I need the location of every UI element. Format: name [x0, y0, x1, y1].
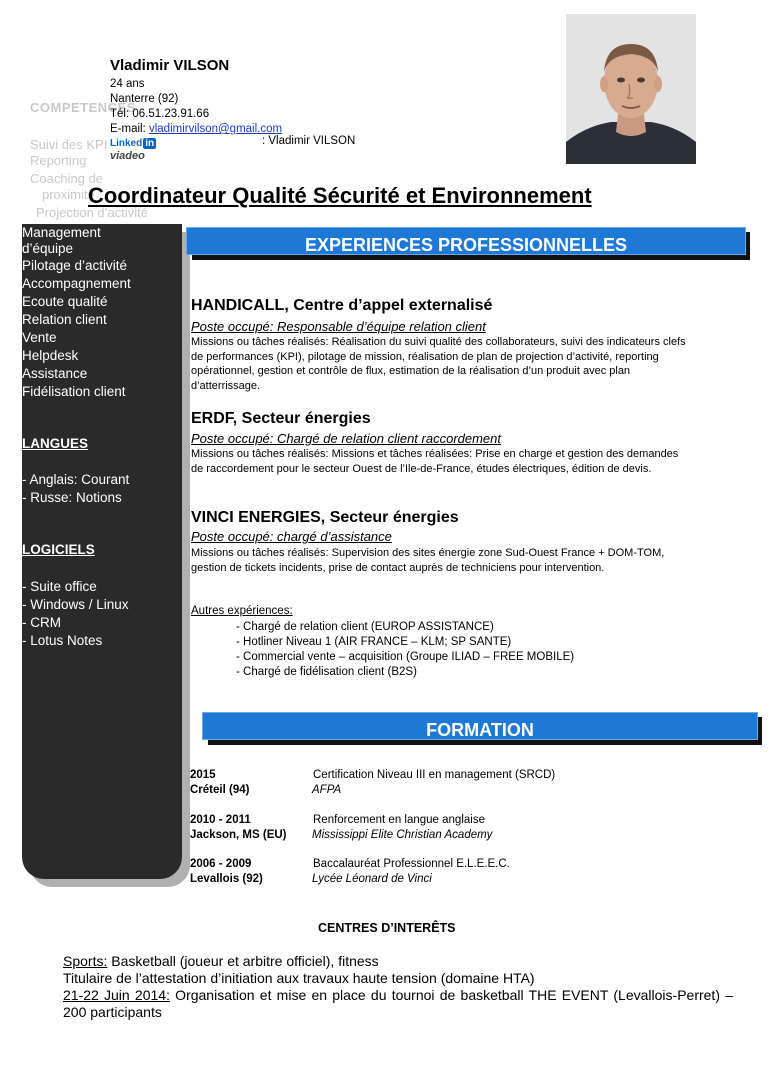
langue-item: - Russe: Notions — [22, 490, 122, 505]
job-position: Poste occupé: chargé d’assistance — [191, 529, 392, 544]
ghost-projection: Projection d’activité — [36, 205, 148, 220]
logiciels-heading: LOGICIELS — [22, 542, 95, 557]
ghost-reporting: Reporting — [30, 153, 87, 168]
sidebar — [22, 224, 182, 879]
langues-heading: LANGUES — [22, 436, 89, 451]
formation-school: Mississippi Elite Christian Academy — [312, 829, 493, 841]
other-experience-item: - Chargé de relation client (EUROP ASSISTANCE) — [236, 621, 494, 633]
skill-item: Accompagnement — [22, 276, 131, 291]
other-experience-item: - Chargé de fidélisation client (B2S) — [236, 666, 417, 678]
ghost-competences: COMPETENCES — [30, 100, 136, 115]
candidate-name: Vladimir VILSON — [110, 57, 230, 74]
formation-title: Renforcement en langue anglaise — [313, 814, 485, 826]
logiciel-item: - Lotus Notes — [22, 633, 103, 648]
linkedin-logo-in: in — [145, 138, 155, 149]
skill-item: Management — [22, 225, 101, 240]
email-label: E-mail: — [110, 123, 146, 135]
formation-year: 2015 — [190, 769, 216, 781]
experiences-banner: EXPERIENCES PROFESSIONNELLES — [186, 227, 746, 255]
logiciel-item: - Suite office — [22, 579, 97, 594]
job-company: HANDICALL, Centre d’appel externalisé — [191, 297, 493, 314]
formation-place: Levallois (92) — [190, 873, 263, 885]
other-experience-item: - Hotliner Niveau 1 (AIR FRANCE – KLM; SP SANTE) — [236, 636, 512, 648]
skill-item: Relation client — [22, 312, 107, 327]
profile-photo-image — [566, 14, 696, 164]
profile-photo — [566, 14, 696, 164]
skill-item: Ecoute qualité — [22, 294, 108, 309]
formation-banner: FORMATION — [202, 712, 758, 740]
skill-item: Assistance — [22, 366, 88, 381]
ghost-coaching: Coaching de — [30, 171, 103, 186]
sports-text: Basketball (joueur et arbitre officiel), fitness — [107, 953, 379, 969]
ghost-proximite: proximité — [42, 187, 95, 202]
skill-item: Vente — [22, 330, 57, 345]
formation-title: Baccalauréat Professionnel E.L.E.E.C. — [313, 858, 510, 870]
skill-item: Helpdesk — [22, 348, 79, 363]
linkedin-logo[interactable] — [110, 138, 156, 149]
job-company: ERDF, Secteur énergies — [191, 410, 371, 427]
interest-sports — [63, 953, 733, 970]
social-profile-name: : Vladimir VILSON — [262, 135, 356, 147]
sports-label: Sports: — [63, 953, 108, 969]
linkedin-logo-text: Linked — [110, 138, 143, 149]
formation-title: Certification Niveau III en management (SRCD) — [313, 769, 556, 781]
interest-attestation: Titulaire de l’attestation d’initiation aux travaux haute tension (domaine HTA) — [63, 970, 535, 986]
event-text: Organisation et mise en place du tournoi de basketball THE EVENT (Levallois-Perret) – 200 participants — [63, 987, 733, 1020]
ghost-suivi: Suivi des KPI — [30, 137, 108, 152]
langue-item: - Anglais: Courant — [22, 472, 130, 487]
logiciel-item: - Windows / Linux — [22, 597, 129, 612]
email-link[interactable]: vladimirvilson@gmail.com — [148, 123, 283, 135]
formation-year: 2010 - 2011 — [190, 814, 251, 826]
skill-item: Fidélisation client — [22, 384, 126, 399]
formation-place: Créteil (94) — [190, 784, 250, 796]
job-position: Poste occupé: Responsable d’équipe relation client — [191, 319, 486, 334]
candidate-city: Nanterre (92) — [110, 93, 179, 105]
candidate-email-line — [110, 122, 282, 137]
interest-event — [63, 987, 733, 1020]
candidate-age: 24 ans — [110, 78, 145, 90]
page-title: Coordinateur Qualité Sécurité et Environnement — [88, 183, 592, 208]
formation-school: Lycée Léonard de Vinci — [312, 873, 432, 885]
candidate-phone: Tél: 06.51.23.91.66 — [110, 108, 210, 120]
interests-heading: CENTRES D’INTERÊTS — [318, 921, 456, 935]
other-experiences-heading: Autres expériences: — [191, 605, 293, 617]
skill-item: d’équipe — [22, 241, 74, 256]
job-missions: Missions ou tâches réalisés: Supervision des sites énergie zone Sud-Ouest France + DOM-TOM, gestion de tickets incidents, prise de contact auprès de techniciens pour intervention. — [191, 547, 665, 574]
formation-school: AFPA — [312, 784, 342, 796]
event-label: 21-22 Juin 2014: — [63, 987, 170, 1003]
formation-place: Jackson, MS (EU) — [190, 829, 287, 841]
viadeo-logo[interactable]: viadeo — [110, 150, 145, 162]
job-missions: Missions ou tâches réalisés: Réalisation du suivi qualité des collaborateurs, suivi des indicateurs clefs de performances (KPI), pilotage de mission, réalisation de plan de projection d’activité, reporting opérationnel, gestion et contrôle de flux, estimation de la réalisation d’un produit avec plan d’atterrissage. — [191, 336, 686, 392]
job-position: Poste occupé: Chargé de relation client raccordement — [191, 431, 502, 446]
logiciel-item: - CRM — [22, 615, 61, 630]
job-missions: Missions ou tâches réalisés: Missions et tâches réalisées: Prise en charge et gestion des demandes de raccordement pour le secteur Ouest de l’Ile-de-France, études électriques, édition de devis. — [191, 448, 679, 475]
job-company: VINCI ENERGIES, Secteur énergies — [191, 509, 459, 526]
formation-year: 2006 - 2009 — [190, 858, 252, 870]
other-experience-item: - Commercial vente – acquisition (Groupe ILIAD – FREE MOBILE) — [236, 651, 575, 663]
skill-item: Pilotage d’activité — [22, 258, 128, 273]
